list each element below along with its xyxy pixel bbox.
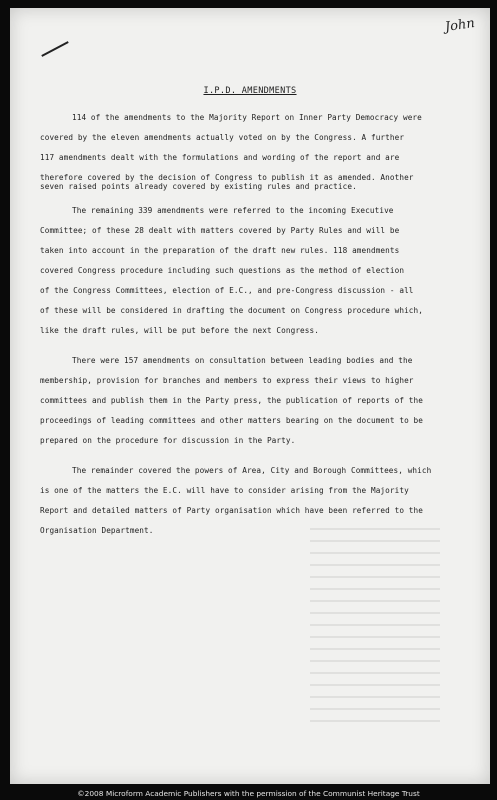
text-line: The remainder covered the powers of Area, City and Borough Committees, which [72, 466, 432, 475]
pen-mark [41, 41, 68, 57]
text-line: 114 of the amendments to the Majority Report on Inner Party Democracy were [72, 113, 422, 122]
text-line: like the draft rules, will be put before the next Congress. [40, 326, 319, 335]
text-line: membership, provision for branches and members to express their views to higher [40, 376, 414, 385]
text-line: taken into account in the preparation of the draft new rules. 118 amendments [40, 246, 400, 255]
text-line: prepared on the procedure for discussion in the Party. [40, 436, 296, 445]
text-line: Report and detailed matters of Party organisation which have been referred to the [40, 506, 423, 515]
page-title: I.P.D. AMENDMENTS [203, 86, 297, 96]
paragraph-4 [40, 461, 485, 541]
text-line: Organisation Department. [40, 526, 154, 535]
text-line: therefore covered by the decision of Congress to publish it as amended. Another [40, 173, 414, 182]
paragraph-1 [40, 108, 485, 191]
handwritten-note: John [444, 15, 476, 36]
text-line: covered Congress procedure including such questions as the method of election [40, 266, 405, 275]
text-line: There were 157 amendments on consultation between leading bodies and the [72, 356, 413, 365]
text-line: proceedings of leading committees and other matters bearing on the document to be [40, 416, 423, 425]
paragraph-2 [40, 201, 485, 341]
text-line: Committee; of these 28 dealt with matters covered by Party Rules and will be [40, 226, 400, 235]
text-line: of the Congress Committees, election of E.C., and pre-Congress discussion - all [40, 286, 414, 295]
text-line: is one of the matters the E.C. will have to consider arising from the Majority [40, 486, 409, 495]
document-body [40, 108, 485, 551]
document-page [10, 8, 490, 784]
inserted-text-line: seven raised points already covered by existing rules and practice. [40, 182, 357, 191]
copyright-footer: ©2008 Microform Academic Publishers with the permission of the Communist Heritage Trust [77, 789, 420, 798]
text-line: 117 amendments dealt with the formulations and wording of the report and are [40, 153, 400, 162]
text-line: The remaining 339 amendments were referred to the incoming Executive [72, 206, 394, 215]
text-line: of these will be considered in drafting the document on Congress procedure which, [40, 306, 423, 315]
text-line: covered by the eleven amendments actually voted on by the Congress. A further [40, 133, 405, 142]
text-line: committees and publish them in the Party press, the publication of reports of the [40, 396, 423, 405]
bleed-through-text [310, 528, 440, 728]
paragraph-3 [40, 351, 485, 451]
